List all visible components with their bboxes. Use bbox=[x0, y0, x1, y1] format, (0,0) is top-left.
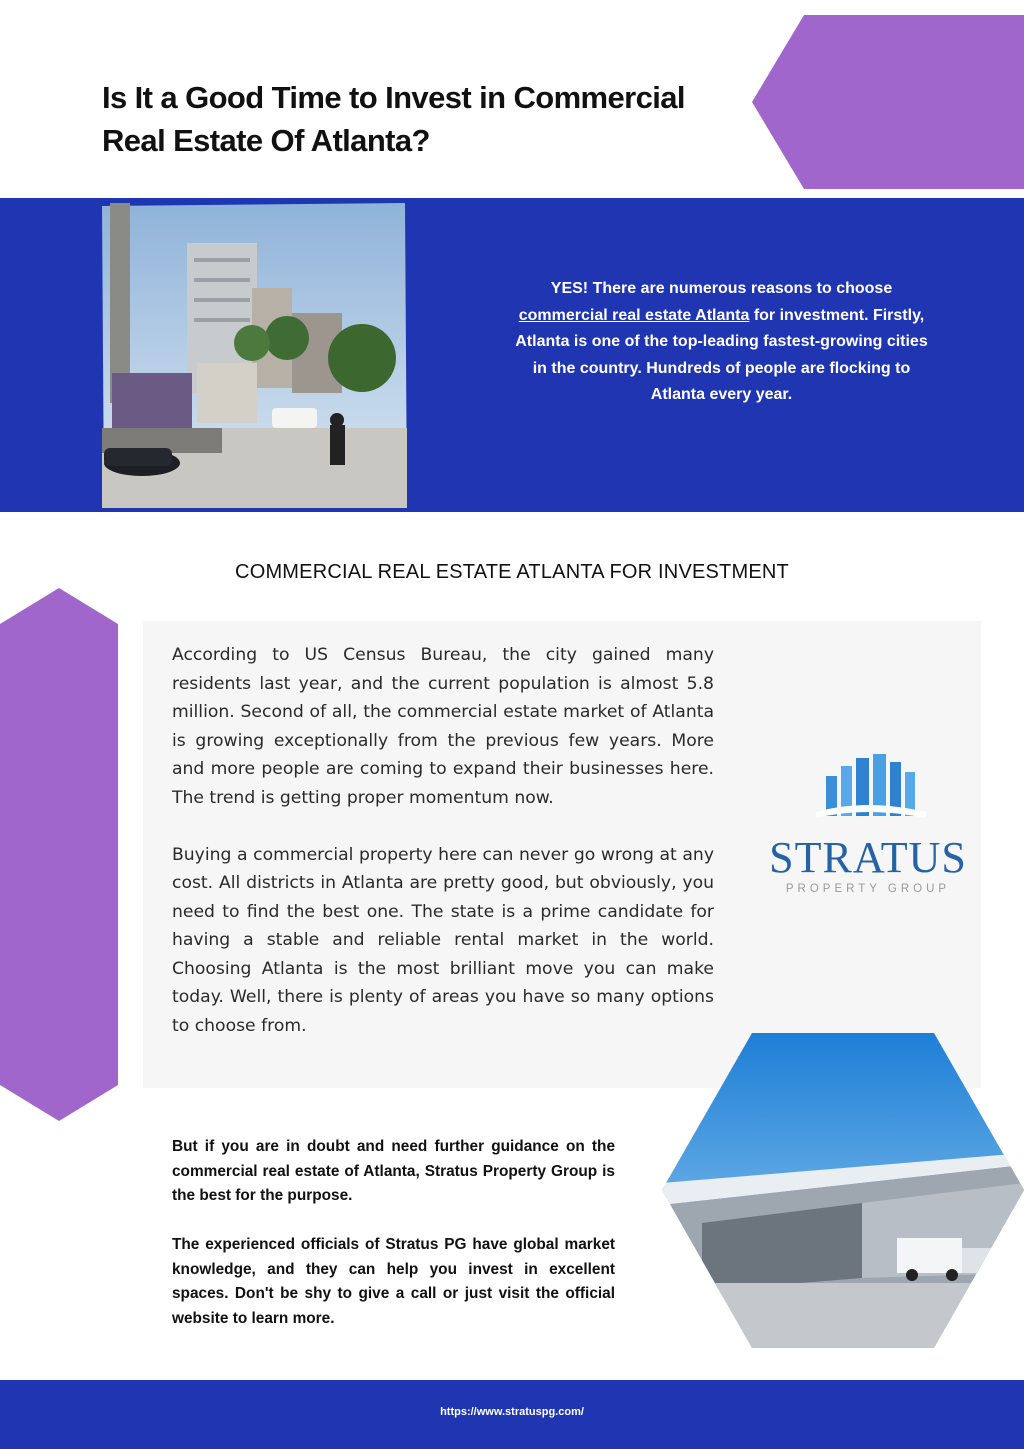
decorative-hexagon-left bbox=[0, 588, 118, 1121]
page-title-line-1: Is It a Good Time to Invest in Commercial bbox=[102, 80, 685, 115]
stratus-logo bbox=[766, 754, 970, 899]
page-title bbox=[102, 76, 762, 162]
intro-paragraph bbox=[515, 276, 928, 409]
section-body bbox=[172, 641, 714, 1069]
warehouse-hexagon-photo bbox=[662, 1033, 1024, 1348]
intro-text-after-link: for investment. Firstly, Atlanta is one of the top-leading fastest-growing cities in the country. Hundreds of people are flocking to Atlanta every year. bbox=[515, 306, 928, 403]
section-paragraph-1: According to US Census Bureau, the city gained many residents last year, and the current population is almost 5.8 million. Second of all, the commercial estate market of Atlanta is growing exceptionally from the previous few years. More and more people are coming to expand their businesses here. The trend is getting proper momentum now. bbox=[172, 645, 714, 808]
page-title-line-2: Real Estate Of Atlanta? bbox=[102, 123, 430, 158]
intro-text-before-link: YES! There are numerous reasons to choose bbox=[550, 280, 893, 297]
commercial-real-estate-atlanta-link[interactable]: commercial real estate Atlanta bbox=[518, 306, 750, 324]
section-paragraph-2: Buying a commercial property here can never go wrong at any cost. All districts in Atlanta are pretty good, but obviously, you need to find the best one. The state is a prime candidate for having a stable and reliable rental market in the world. Choosing Atlanta is the most brilliant move you can make today. Well, there is plenty of areas you have so many options to choose from. bbox=[172, 844, 714, 1036]
logo-tagline: PROPERTY GROUP bbox=[785, 883, 951, 895]
closing-paragraph-2: The experienced officials of Stratus PG have global market knowledge, and they can help you invest in excellent spaces. Don't be shy to give a call or just visit the official website to learn more. bbox=[172, 1236, 615, 1327]
closing-text bbox=[172, 1135, 615, 1356]
closing-paragraph-1: But if you are in doubt and need further guidance on the commercial real estate of Atlanta, Stratus Property Group is the best for the purpose. bbox=[172, 1138, 615, 1204]
city-street-photo bbox=[102, 203, 407, 508]
section-title: COMMERCIAL REAL ESTATE ATLANTA FOR INVESTMENT bbox=[235, 561, 789, 583]
footer-website-link[interactable]: https://www.stratuspg.com/ bbox=[440, 1406, 584, 1418]
decorative-hexagon-top bbox=[752, 15, 1024, 189]
logo-name: STRATUS bbox=[769, 833, 967, 882]
